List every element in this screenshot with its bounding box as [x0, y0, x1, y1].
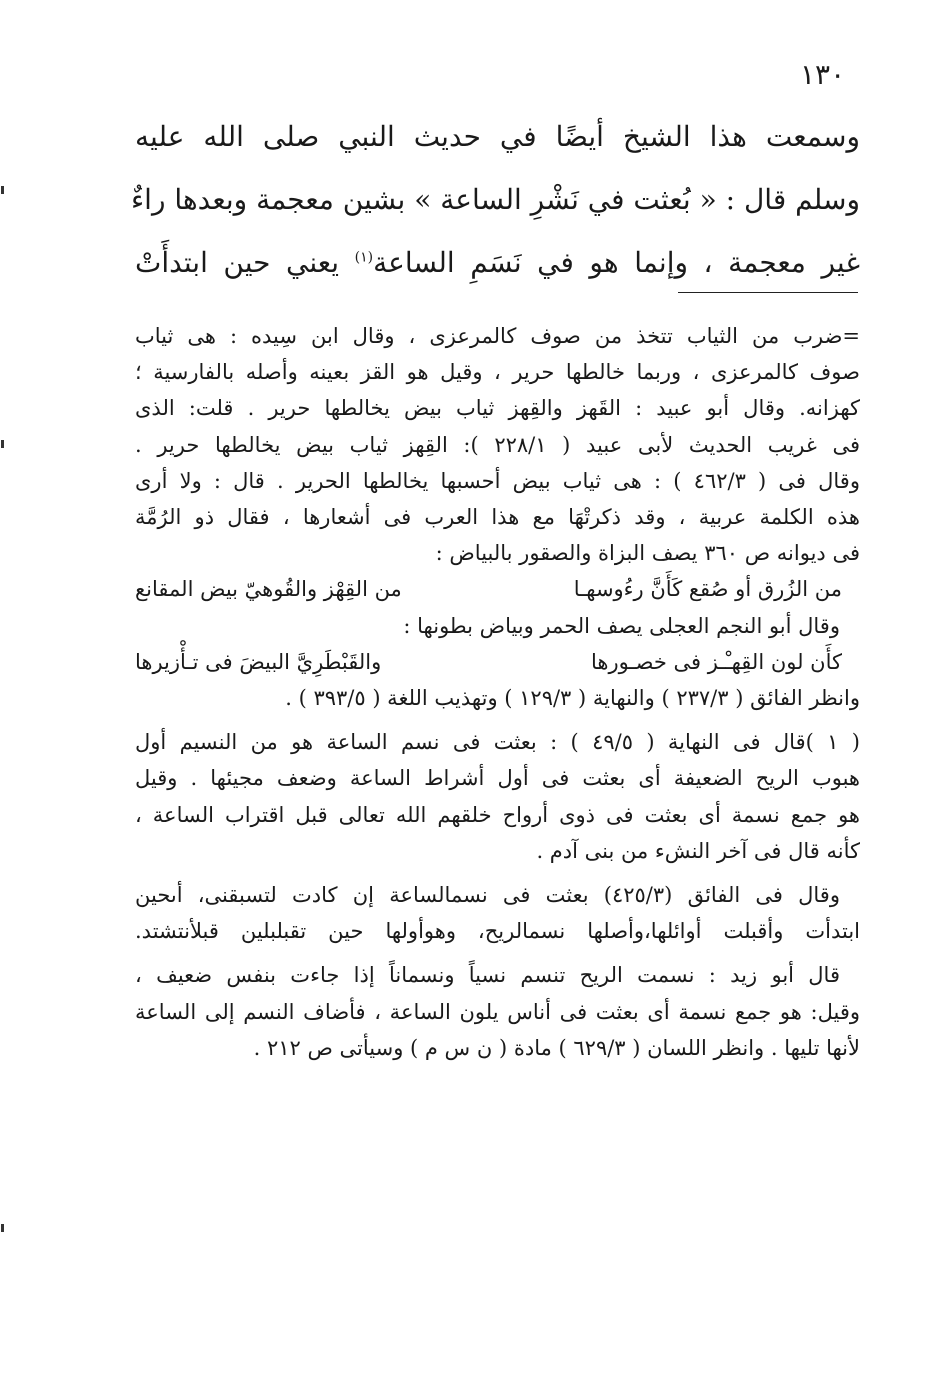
note1-line: هبوب الريح الضعيفة أى بعثت فى أول أشراط الساعة وضعف مجيئها . وقيل: [135, 766, 860, 791]
footnote-line: وقال فى ( ٤٦٢/٣ ) : هى ثياب بيض أحسبها يخالطها الحرير . قال : ولا أرى: [135, 468, 860, 493]
footnote-line: فى غريب الحديث لأبى عبيد ( ٢٢٨/١ ): القِهز ثياب بيض يخالطها حرير .: [135, 432, 860, 457]
main-line-text: غير معجمة ، وإنما هو في نَسَمِ الساعة: [373, 246, 860, 279]
footnote-line: كهزانه. وقال أبو عبيد : القَهز والقِهز ثياب بيض يخالطها حرير . قلت: الذى: [135, 396, 860, 421]
main-line: [135, 231, 860, 294]
main-line-tail: يعني حين ابتدأَتْ: [135, 246, 340, 279]
para3-line: قال أبو زيد : نسمت الريح تنسم نسياً ونسماناً إذا جاءت بنفس ضعيف ،: [135, 963, 840, 988]
page-number: ١٣٠: [800, 58, 846, 91]
main-line: وسلم قال : « بُعثت في نَشْرِ الساعة » بشين معجمة وبعدها راءٌ: [131, 183, 860, 216]
poem-verse: [135, 571, 860, 607]
para2-line: ابتدأت وأقبلت أوائلها،وأصلها نسمالريح، وهوأولها حين تقبلبلين قبلأنتشتد.: [135, 919, 860, 944]
footnote-line: هذه الكلمة عربية ، وقد ذكرتْهَا مع هذا العرب فى أشعارها ، فقال ذو الرُمَّة: [135, 505, 860, 530]
footnote-line: صوف كالمرعزى ، وربما خالطها حرير ، وقيل هو القز بعينه وأصله بالفارسية ؛: [135, 360, 860, 385]
footnote-line: فى ديوانه ص ٣٦٠ يصف البزاة والصقور بالبياض :: [435, 541, 860, 566]
scan-edge-mark: [1, 186, 4, 194]
poem-hemistich-left: والقَبْطَرِيَّ البيضَ فى تـأْزيرها: [135, 649, 382, 674]
poem-verse: [135, 644, 860, 680]
para3-line: لأنها تليها . وانظر اللسان ( ٦٢٩/٣ ) مادة ( ن س م ) وسيأتى ص ٢١٢ .: [253, 1035, 860, 1060]
main-text: [131, 105, 860, 294]
poem-intro: وقال أبو النجم العجلى يصف الحمر وبياض بطونها :: [403, 613, 840, 638]
footnotes: [135, 318, 860, 1066]
scan-edge-mark: [1, 440, 4, 448]
poem-hemistich-left: من القِهْز والقُوهيّ بيض المقانع: [135, 577, 402, 602]
para3-line: وقيل: هو جمع نسمة أى بعثت فى أناس يلون الساعة ، فأضاف النسم إلى الساعة: [135, 999, 860, 1024]
para2-line: وقال فى الفائق (٤٢٥/٣) بعثت فى نسمالساعة إن كادت لتسبقنى، أىحين: [135, 883, 840, 908]
footnote-ref: (١): [354, 249, 374, 266]
note1-line: هو جمع نسمة أى بعثت فى ذوى أرواح خلقهم الله تعالى قبل اقتراب الساعة ،: [135, 802, 860, 827]
poem-hemistich-right: كأَن لون القِهـْـز فى خصـورها: [591, 649, 842, 674]
poem-hemistich-right: من الزُرق أو صُقع كَأَنَّ رءُوسهـا: [573, 577, 842, 602]
footnote-separator: [678, 292, 858, 293]
footnote-line: =ضرب من الثياب تتخذ من صوف كالمرعزى ، وقال ابن سِيده : هى ثياب: [135, 324, 860, 348]
note1-line: كأنه قال فى آخر النشء من بنى آدم .: [536, 838, 860, 863]
scan-edge-mark: [1, 1224, 4, 1232]
footnote-see-also: وانظر الفائق ( ٢٣٧/٣ ) والنهاية ( ١٢٩/٣ ) وتهذيب اللغة ( ٣٩٣/٥ ) .: [285, 686, 860, 711]
note1-line: ( ١ )قال فى النهاية ( ٤٩/٥ ) : بعثت فى نسم الساعة هو من النسيم أول: [135, 730, 860, 755]
main-line: وسمعت هذا الشيخ أيضًا في حديث النبي صلى الله عليه: [135, 120, 860, 153]
